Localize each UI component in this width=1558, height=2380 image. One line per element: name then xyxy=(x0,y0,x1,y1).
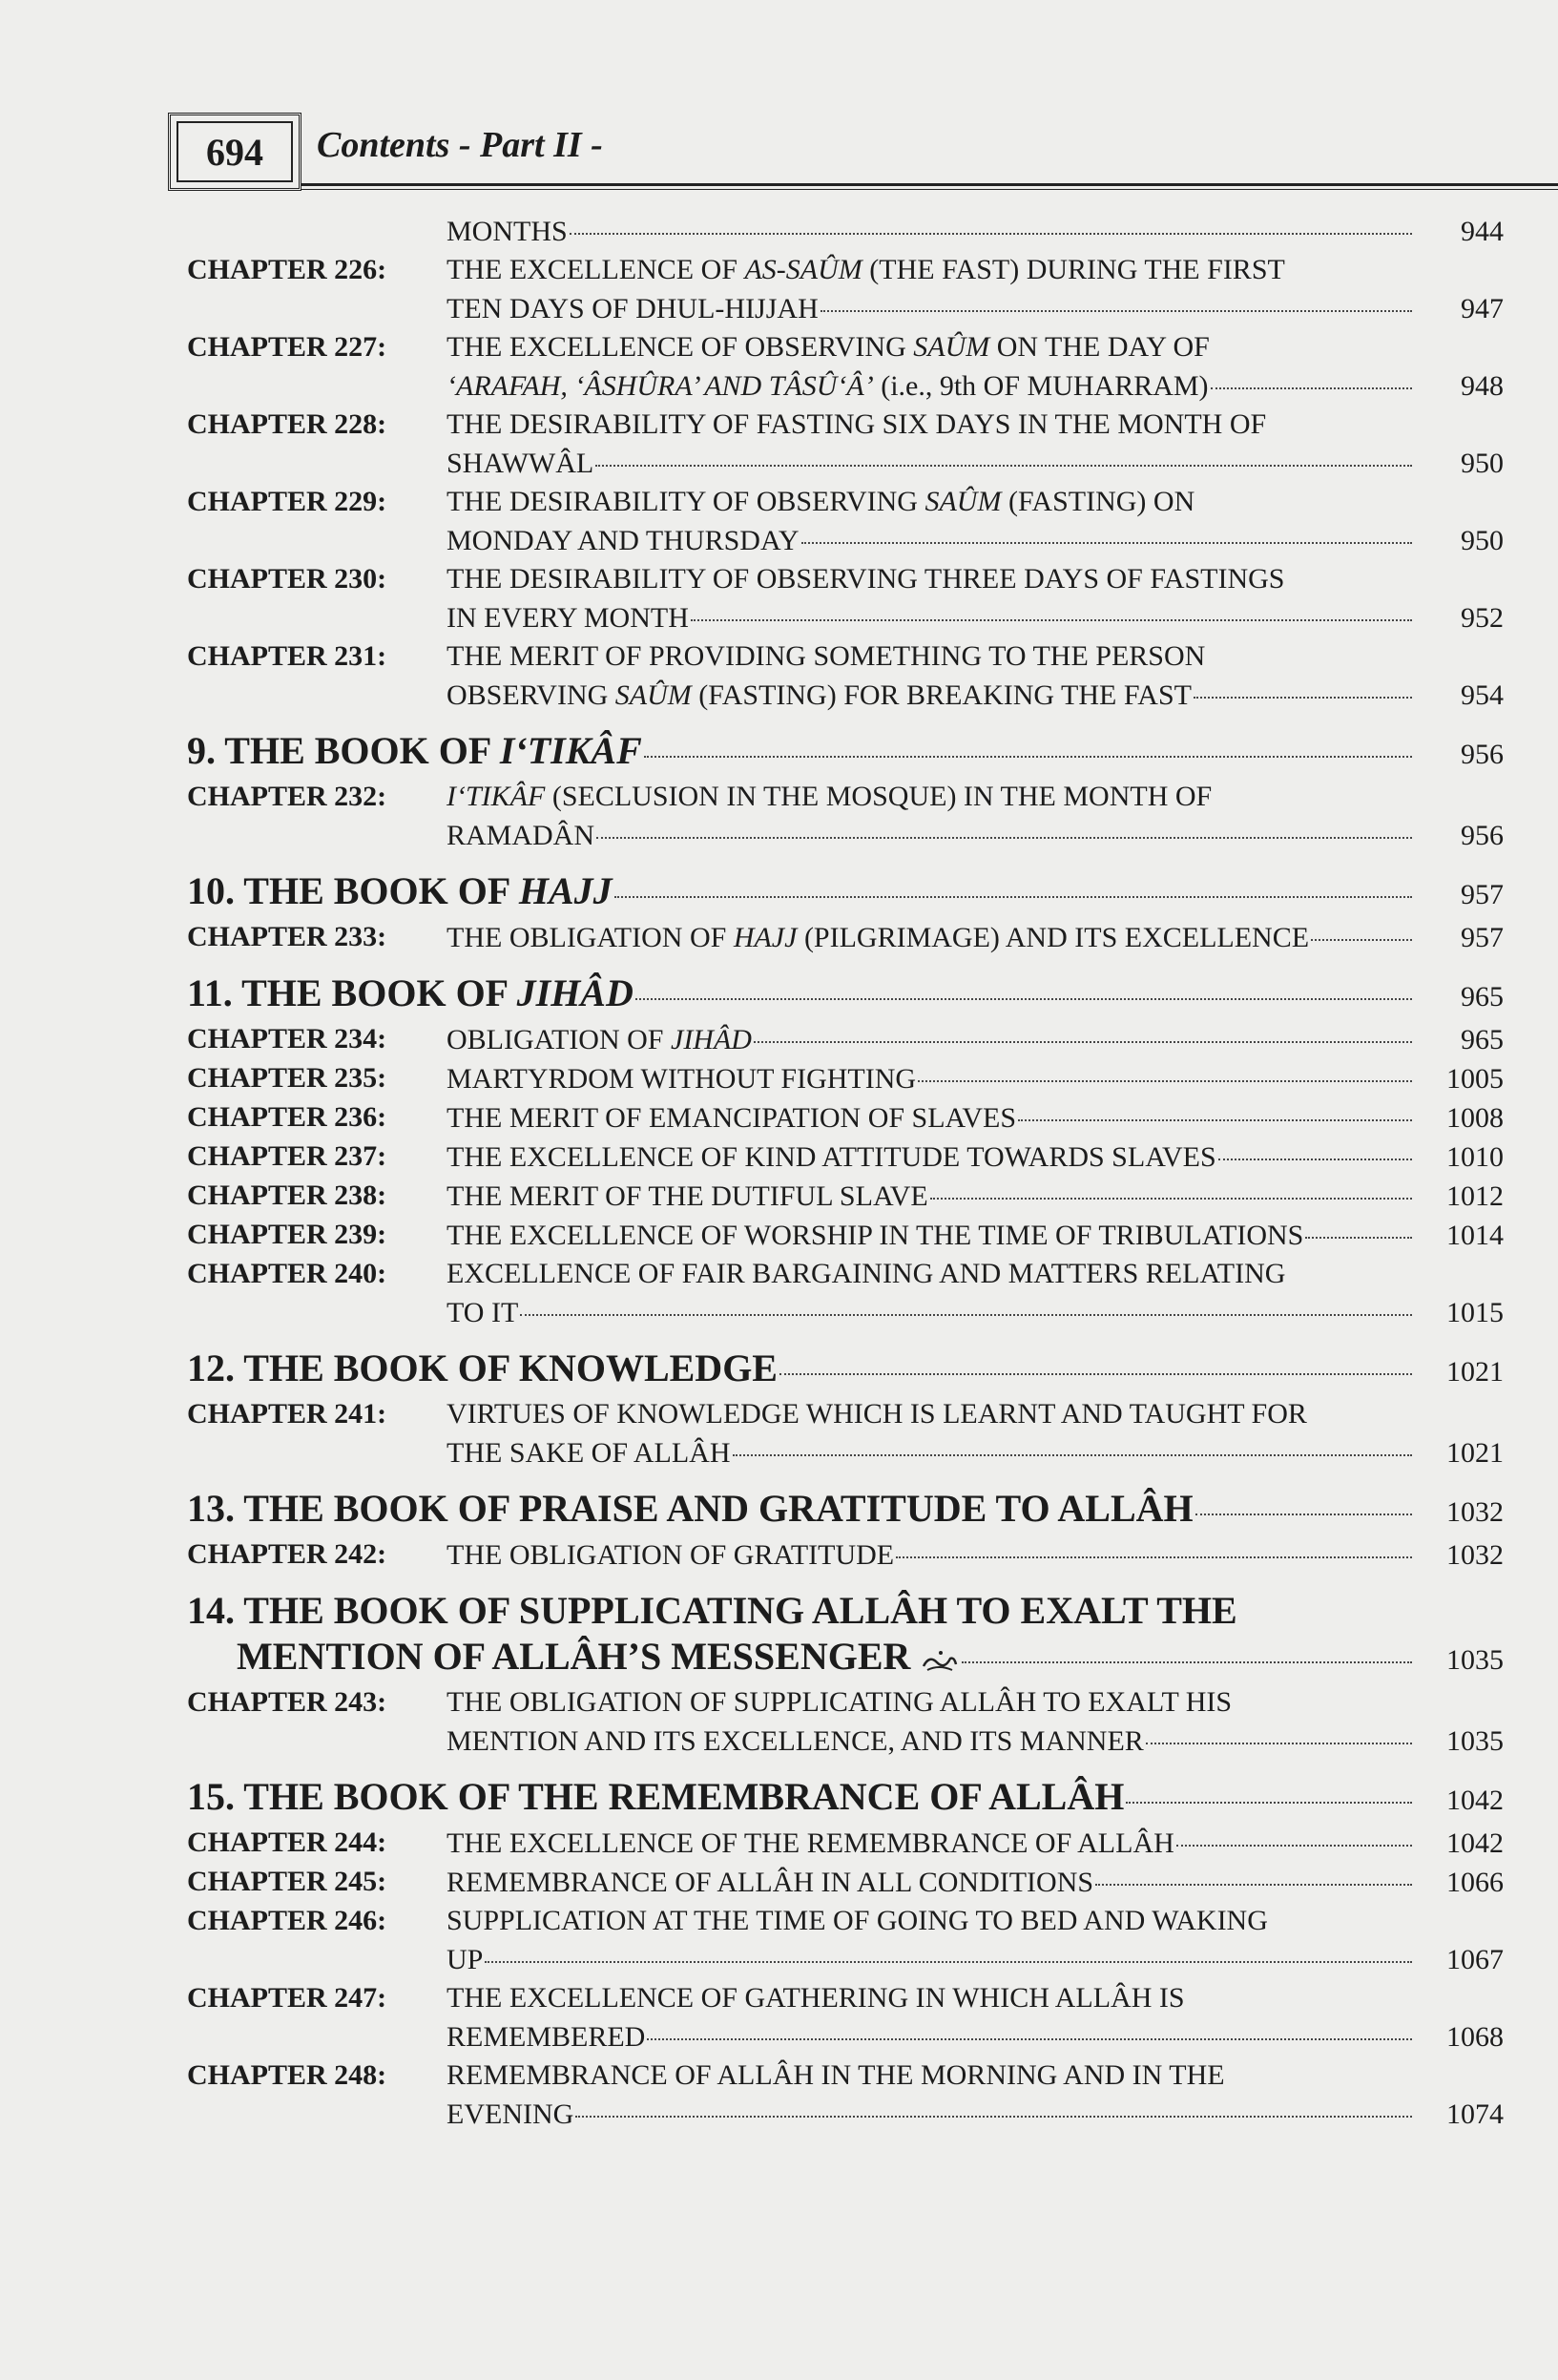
text-italic: I‘TIKÂF xyxy=(447,781,546,812)
leader-dots xyxy=(485,1934,1412,1963)
toc-entry-chapter-227[interactable] xyxy=(187,328,1504,406)
leader-dots xyxy=(821,283,1412,312)
text-italic: HAJJ xyxy=(518,869,613,912)
entry-text: MONDAY AND THURSDAY xyxy=(447,525,800,556)
toc-entry-chapter-229[interactable] xyxy=(187,483,1504,560)
entry-text: RAMADÂN xyxy=(447,820,595,851)
chapter-label: CHAPTER 240: xyxy=(187,1258,387,1289)
leader-dots xyxy=(962,1635,1412,1663)
leader-dots xyxy=(733,1428,1413,1456)
book-title: 12. THE BOOK OF KNOWLEDGE xyxy=(187,1347,778,1389)
entry-text: THE EXCELLENCE OF WORSHIP IN THE TIME OF TRIBULATIONS xyxy=(447,1220,1304,1251)
chapter-label: CHAPTER 227: xyxy=(187,331,387,363)
toc-entry-chapter-242[interactable] xyxy=(187,1535,1504,1575)
page-ref: 1035 xyxy=(1446,1725,1504,1757)
table-of-contents xyxy=(187,212,1504,2134)
entry-text: REMEMBRANCE OF ALLÂH IN ALL CONDITIONS xyxy=(447,1867,1094,1898)
page-ref: 1066 xyxy=(1446,1867,1504,1898)
page-ref: 1068 xyxy=(1446,2021,1504,2053)
entry-text: VIRTUES OF KNOWLEDGE WHICH IS LEARNT AND TAUGHT FOR xyxy=(447,1398,1307,1430)
entry-text: UP xyxy=(447,1944,484,1975)
page-ref: 1042 xyxy=(1446,1827,1504,1859)
text-italic: ‘ARAFAH, ‘ÂSHÛRA’ AND TÂSÛ‘Â’ xyxy=(447,370,874,402)
leader-dots xyxy=(896,1530,1412,1558)
text-part: MENTION OF ALLÂH’S MESSENGER xyxy=(237,1635,911,1678)
page-ref: 954 xyxy=(1461,679,1504,711)
chapter-label: CHAPTER 247: xyxy=(187,1982,387,2014)
leader-dots xyxy=(1095,1857,1412,1886)
chapter-label: CHAPTER 241: xyxy=(187,1398,387,1430)
entry-text xyxy=(447,328,1210,366)
toc-entry-chapter-246[interactable] xyxy=(187,1902,1504,1979)
chapter-label: CHAPTER 238: xyxy=(187,1180,387,1211)
leader-dots xyxy=(691,593,1412,621)
chapter-label: CHAPTER 245: xyxy=(187,1866,387,1897)
page-ref: 1032 xyxy=(1446,1539,1504,1571)
text-italic: JIHÂD xyxy=(516,971,634,1014)
text-part: THE EXCELLENCE OF xyxy=(447,254,745,285)
entry-text: THE MERIT OF THE DUTIFUL SLAVE xyxy=(447,1180,928,1212)
leader-dots xyxy=(575,2089,1412,2118)
toc-entry-continuation xyxy=(187,212,1504,251)
page-ref: 1012 xyxy=(1446,1180,1504,1212)
book-title: 13. THE BOOK OF PRAISE AND GRATITUDE TO ALLÂH xyxy=(187,1487,1194,1530)
chapter-label: CHAPTER 231: xyxy=(187,640,387,672)
text-italic: JIHÂD xyxy=(671,1024,752,1055)
entry-text: THE OBLIGATION OF SUPPLICATING ALLÂH TO EXALT HIS xyxy=(447,1686,1233,1718)
page-ref: 1067 xyxy=(1446,1944,1504,1975)
page-ref: 1021 xyxy=(1446,1356,1504,1388)
page-ref: 957 xyxy=(1461,922,1504,953)
book-title xyxy=(187,728,642,774)
page-ref: 1008 xyxy=(1446,1102,1504,1134)
entry-text: THE MERIT OF EMANCIPATION OF SLAVES xyxy=(447,1102,1017,1134)
entry-text: THE EXCELLENCE OF THE REMEMBRANCE OF ALLÂH xyxy=(447,1827,1174,1859)
leader-dots xyxy=(1126,1775,1412,1804)
running-title: Contents - Part II - xyxy=(317,125,603,165)
leader-dots xyxy=(754,1014,1412,1043)
entry-text xyxy=(447,1021,752,1059)
leader-dots xyxy=(1195,1487,1412,1515)
book-title: 14. THE BOOK OF SUPPLICATING ALLÂH TO EXALT THE xyxy=(187,1589,1237,1632)
toc-entry-chapter-233[interactable] xyxy=(187,918,1504,957)
page-number: 694 xyxy=(206,130,263,174)
page-ref: 957 xyxy=(1461,879,1504,910)
toc-entry-chapter-243[interactable] xyxy=(187,1683,1504,1761)
page-ref: 956 xyxy=(1461,820,1504,851)
sallallahu-alaihi-wasallam-icon xyxy=(920,1647,960,1674)
page-ref: 956 xyxy=(1461,739,1504,770)
entry-text xyxy=(447,677,1192,715)
entry-text: EVENING xyxy=(447,2098,574,2130)
entry-text: REMEMBRANCE OF ALLÂH IN THE MORNING AND IN THE xyxy=(447,2059,1225,2091)
leader-dots xyxy=(1146,1716,1412,1744)
page-ref: 947 xyxy=(1461,293,1504,324)
leader-dots xyxy=(930,1171,1412,1200)
chapter-label: CHAPTER 248: xyxy=(187,2059,387,2091)
leader-dots xyxy=(1176,1818,1412,1847)
leader-dots xyxy=(570,206,1412,235)
page-ref: 1035 xyxy=(1446,1644,1504,1676)
page-number-box xyxy=(168,113,301,191)
chapter-label: CHAPTER 228: xyxy=(187,408,387,440)
chapter-label: CHAPTER 246: xyxy=(187,1905,387,1936)
page-ref: 952 xyxy=(1461,602,1504,634)
chapter-label: CHAPTER 234: xyxy=(187,1023,387,1054)
entry-text: REMEMBERED xyxy=(447,2021,646,2053)
toc-entry-chapter-247[interactable] xyxy=(187,1979,1504,2056)
toc-entry-chapter-231[interactable] xyxy=(187,637,1504,715)
entry-text: THE DESIRABILITY OF OBSERVING THREE DAYS OF FASTINGS xyxy=(447,563,1285,595)
chapter-label: CHAPTER 226: xyxy=(187,254,387,285)
page-ref: 1005 xyxy=(1446,1063,1504,1095)
page-ref: 1015 xyxy=(1446,1297,1504,1328)
entry-text xyxy=(447,367,1209,406)
text-italic: HAJJ xyxy=(733,922,798,953)
entry-text: MARTYRDOM WITHOUT FIGHTING xyxy=(447,1063,917,1095)
text-italic: I‘TIKÂF xyxy=(499,729,642,772)
page-ref: 948 xyxy=(1461,370,1504,402)
chapter-label: CHAPTER 230: xyxy=(187,563,387,595)
leader-dots xyxy=(1218,1132,1412,1160)
toc-book-13[interactable] xyxy=(187,1486,1504,1535)
book-title: 15. THE BOOK OF THE REMEMBRANCE OF ALLÂH xyxy=(187,1775,1125,1818)
text-part: OBLIGATION OF xyxy=(447,1024,671,1055)
chapter-label: CHAPTER 243: xyxy=(187,1686,387,1718)
text-part: THE OBLIGATION OF xyxy=(447,922,734,953)
toc-book-9[interactable] xyxy=(187,728,1504,778)
toc-entry-chapter-226[interactable] xyxy=(187,251,1504,328)
text-part: 10. THE BOOK OF xyxy=(187,869,519,912)
text-part: (FASTING) ON xyxy=(1001,486,1195,517)
page-ref: 1032 xyxy=(1446,1496,1504,1528)
text-part: 11. THE BOOK OF xyxy=(187,971,517,1014)
toc-book-10[interactable] xyxy=(187,868,1504,918)
toc-book-12[interactable] xyxy=(187,1346,1504,1395)
toc-entry-chapter-248[interactable] xyxy=(187,2056,1504,2134)
leader-dots xyxy=(644,729,1412,758)
page-ref: 1042 xyxy=(1446,1785,1504,1816)
text-part: THE EXCELLENCE OF OBSERVING xyxy=(447,331,914,363)
leader-dots xyxy=(647,2012,1412,2040)
toc-book-14[interactable] xyxy=(187,1588,1504,1683)
leader-dots xyxy=(635,971,1412,1000)
toc-entry-chapter-232[interactable] xyxy=(187,778,1504,855)
text-italic: SAÛM xyxy=(913,331,990,363)
text-part: (FASTING) FOR BREAKING THE FAST xyxy=(691,679,1192,711)
entry-text: THE EXCELLENCE OF KIND ATTITUDE TOWARDS SLAVES xyxy=(447,1141,1216,1173)
leader-dots xyxy=(1305,1210,1412,1239)
text-part: 9. THE BOOK OF xyxy=(187,729,500,772)
entry-text: THE DESIRABILITY OF FASTING SIX DAYS IN THE MONTH OF xyxy=(447,408,1267,440)
leader-dots xyxy=(1194,670,1412,699)
leader-dots xyxy=(1211,361,1412,389)
leader-dots xyxy=(596,810,1412,839)
chapter-label: CHAPTER 233: xyxy=(187,921,387,952)
leader-dots xyxy=(595,438,1412,467)
chapter-label: CHAPTER 237: xyxy=(187,1140,387,1172)
entry-text: SHAWWÂL xyxy=(447,448,594,479)
page-ref: 1014 xyxy=(1446,1220,1504,1251)
leader-dots xyxy=(1311,912,1412,941)
text-part: (PILGRIMAGE) AND ITS EXCELLENCE xyxy=(797,922,1310,953)
leader-dots xyxy=(1018,1093,1412,1121)
text-part: (i.e., 9th OF MUHARRAM) xyxy=(873,370,1209,402)
toc-entry-chapter-245[interactable] xyxy=(187,1863,1504,1902)
entry-text: EXCELLENCE OF FAIR BARGAINING AND MATTERS RELATING xyxy=(447,1258,1286,1289)
toc-entry-chapter-230[interactable] xyxy=(187,560,1504,637)
page-ref: 965 xyxy=(1461,1024,1504,1055)
text-italic: SAÛM xyxy=(614,679,692,711)
chapter-label: CHAPTER 239: xyxy=(187,1219,387,1250)
leader-dots xyxy=(614,869,1412,898)
text-part: ON THE DAY OF xyxy=(989,331,1210,363)
page-ref: 1074 xyxy=(1446,2098,1504,2130)
toc-book-15[interactable] xyxy=(187,1774,1504,1824)
text-part: (THE FAST) DURING THE FIRST xyxy=(862,254,1285,285)
chapter-label: CHAPTER 244: xyxy=(187,1827,387,1858)
page-ref: 950 xyxy=(1461,448,1504,479)
text-italic: SAÛM xyxy=(924,486,1002,517)
entry-text xyxy=(447,919,1309,957)
page-ref: 1021 xyxy=(1446,1437,1504,1469)
book-title xyxy=(187,971,634,1016)
text-part: (SECLUSION IN THE MOSQUE) IN THE MONTH OF xyxy=(545,781,1213,812)
entry-text: THE OBLIGATION OF GRATITUDE xyxy=(447,1539,895,1571)
text-part: OBSERVING xyxy=(447,679,615,711)
toc-entry-chapter-239[interactable] xyxy=(187,1216,1504,1255)
page-ref: 944 xyxy=(1461,216,1504,247)
toc-entry-chapter-240[interactable] xyxy=(187,1255,1504,1332)
toc-entry-chapter-241[interactable] xyxy=(187,1395,1504,1472)
toc-book-11[interactable] xyxy=(187,971,1504,1020)
entry-text: TEN DAYS OF DHUL-HIJJAH xyxy=(447,293,819,324)
entry-text: THE SAKE OF ALLÂH xyxy=(447,1437,731,1469)
entry-text: THE MERIT OF PROVIDING SOMETHING TO THE PERSON xyxy=(447,640,1206,672)
chapter-label: CHAPTER 242: xyxy=(187,1538,387,1570)
leader-dots xyxy=(801,515,1412,544)
header-rule-thin xyxy=(301,189,1558,190)
leader-dots xyxy=(779,1347,1412,1375)
header-rule xyxy=(301,183,1558,186)
entry-text: MONTHS xyxy=(447,216,568,247)
entry-text: SUPPLICATION AT THE TIME OF GOING TO BED AND WAKING xyxy=(447,1905,1268,1936)
leader-dots xyxy=(918,1054,1412,1082)
chapter-label: CHAPTER 235: xyxy=(187,1062,387,1094)
book-title-continuation xyxy=(237,1634,960,1680)
entry-text: MENTION AND ITS EXCELLENCE, AND ITS MANNER xyxy=(447,1725,1144,1757)
page-ref: 965 xyxy=(1461,981,1504,1013)
entry-text: THE EXCELLENCE OF GATHERING IN WHICH ALLÂH IS xyxy=(447,1982,1185,2014)
page-ref: 950 xyxy=(1461,525,1504,556)
chapter-label: CHAPTER 232: xyxy=(187,781,387,812)
book-title xyxy=(187,868,613,914)
chapter-label: CHAPTER 229: xyxy=(187,486,387,517)
page-header xyxy=(168,113,1504,198)
toc-entry-chapter-228[interactable] xyxy=(187,406,1504,483)
entry-text: TO IT xyxy=(447,1297,519,1328)
text-part: THE DESIRABILITY OF OBSERVING xyxy=(447,486,925,517)
chapter-label: CHAPTER 236: xyxy=(187,1101,387,1133)
text-italic: AS-SAÛM xyxy=(744,254,862,285)
leader-dots xyxy=(520,1287,1412,1316)
entry-text: IN EVERY MONTH xyxy=(447,602,689,634)
page-ref: 1010 xyxy=(1446,1141,1504,1173)
